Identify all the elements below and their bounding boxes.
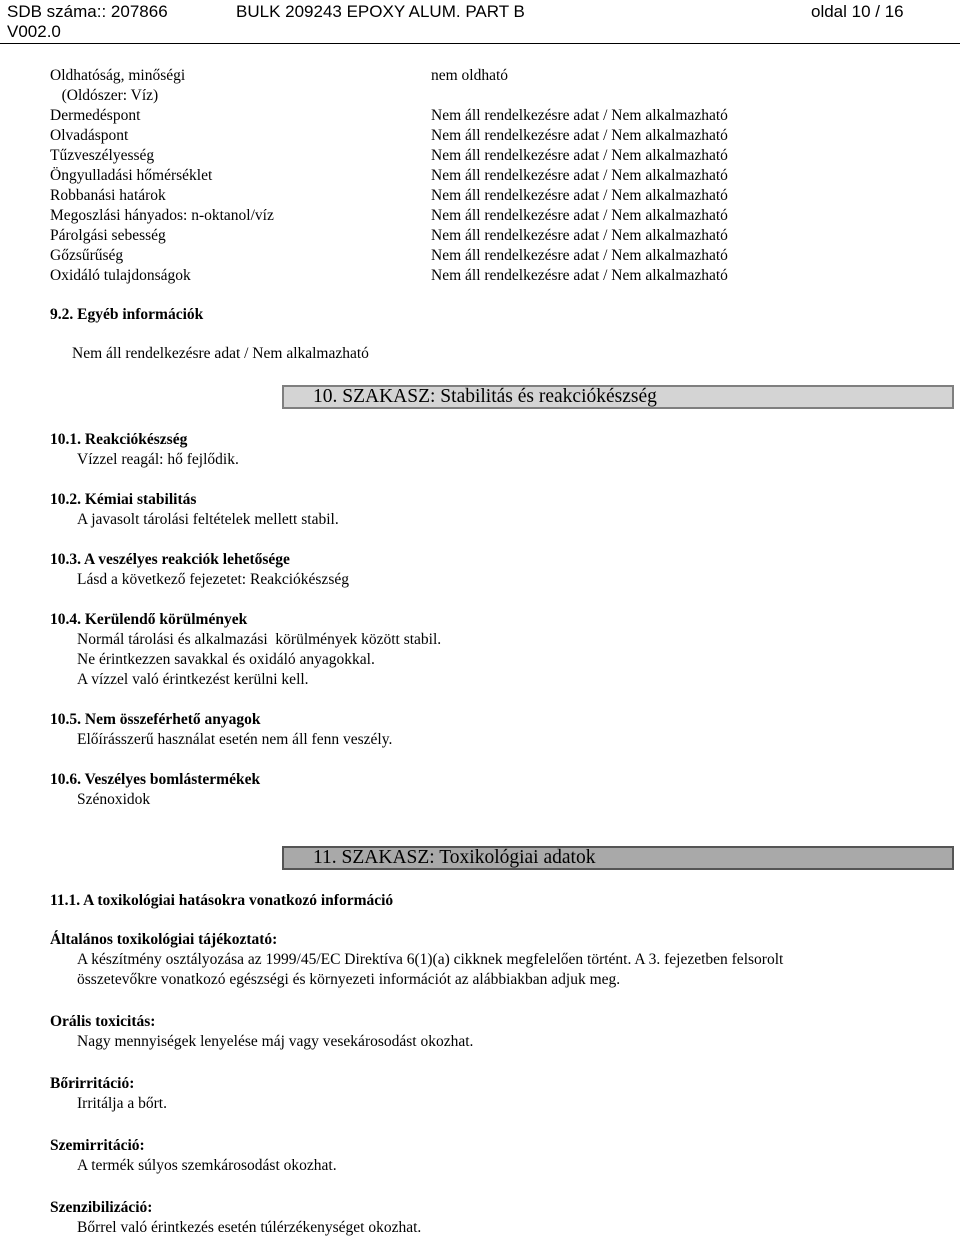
tox-heading: Általános toxikológiai tájékoztató: bbox=[50, 931, 278, 948]
property-value: Nem áll rendelkezésre adat / Nem alkalmazható bbox=[431, 187, 728, 204]
property-name: Gőzsűrűség bbox=[50, 247, 124, 264]
subsection-heading: 10.2. Kémiai stabilitás bbox=[50, 491, 197, 508]
subsection-heading: 10.4. Kerülendő körülmények bbox=[50, 611, 248, 628]
tox-block bbox=[50, 930, 783, 990]
tox-line: összetevőkre vonatkozó egészségi és környezeti információt az alábbiakban adjuk meg. bbox=[77, 971, 621, 988]
tox-block bbox=[50, 1198, 783, 1238]
subsection-line: Vízzel reagál: hő fejlődik. bbox=[77, 451, 239, 468]
product-name: BULK 209243 EPOXY ALUM. PART B bbox=[236, 2, 525, 21]
property-name: Megoszlási hányados: n-oktanol/víz bbox=[50, 207, 274, 224]
property-value: Nem áll rendelkezésre adat / Nem alkalmazható bbox=[431, 167, 728, 184]
section-11-title: 11. SZAKASZ: Toxikológiai adatok bbox=[313, 847, 596, 868]
property-name: Öngyulladási hőmérséklet bbox=[50, 167, 213, 184]
subsection-line: Normál tárolási és alkalmazási körülmények között stabil. bbox=[77, 631, 442, 648]
property-value: nem oldható bbox=[431, 67, 509, 84]
tox-line: Nagy mennyiségek lenyelése máj vagy vesekárosodást okozhat. bbox=[77, 1033, 474, 1050]
subsection-line: Lásd a következő fejezetet: Reakciókészség bbox=[77, 571, 349, 588]
property-name: Oxidáló tulajdonságok bbox=[50, 267, 191, 284]
property-names bbox=[50, 66, 274, 286]
subsection-heading: 10.6. Veszélyes bomlástermékek bbox=[50, 771, 261, 788]
subsection bbox=[50, 610, 441, 690]
property-value: Nem áll rendelkezésre adat / Nem alkalmazható bbox=[431, 227, 728, 244]
tox-heading: Szemirritáció: bbox=[50, 1137, 145, 1154]
tox-heading: Szenzibilizáció: bbox=[50, 1199, 153, 1216]
s9-2-heading: 9.2. Egyéb információk bbox=[50, 306, 204, 323]
property-value: Nem áll rendelkezésre adat / Nem alkalmazható bbox=[431, 107, 728, 124]
section-11-body bbox=[50, 930, 783, 1238]
tox-line: Bőrrel való érintkezés esetén túlérzékenységet okozhat. bbox=[77, 1219, 422, 1236]
subsection-heading: 10.3. A veszélyes reakciók lehetősége bbox=[50, 551, 290, 568]
tox-heading: Orális toxicitás: bbox=[50, 1013, 156, 1030]
property-name: Tűzveszélyesség bbox=[50, 147, 155, 164]
subsection-heading: 10.1. Reakciókészség bbox=[50, 431, 188, 448]
subsection-line: Előírásszerű használat esetén nem áll fenn veszély. bbox=[77, 731, 393, 748]
subsection bbox=[50, 770, 441, 810]
tox-line: Irritálja a bőrt. bbox=[77, 1095, 167, 1112]
tox-line: A készítmény osztályozása az 1999/45/EC Direktíva 6(1)(a) cikknek megfelelően történt. A 3. fejezetben felsorolt bbox=[77, 951, 784, 968]
property-value: Nem áll rendelkezésre adat / Nem alkalmazható bbox=[431, 207, 728, 224]
s11-1-heading: 11.1. A toxikológiai hatásokra vonatkozó információ bbox=[50, 892, 394, 909]
property-value bbox=[431, 86, 728, 106]
property-name: Párolgási sebesség bbox=[50, 227, 166, 244]
version: V002.0 bbox=[7, 22, 61, 41]
property-value: Nem áll rendelkezésre adat / Nem alkalmazható bbox=[431, 247, 728, 264]
header-divider bbox=[0, 43, 960, 44]
property-name: (Oldószer: Víz) bbox=[50, 87, 159, 104]
tox-block bbox=[50, 1136, 783, 1176]
subsection-line: A vízzel való érintkezést kerülni kell. bbox=[77, 671, 309, 688]
property-name: Olvadáspont bbox=[50, 127, 129, 144]
property-name: Oldhatóság, minőségi bbox=[50, 67, 186, 84]
subsection bbox=[50, 550, 441, 590]
property-value: Nem áll rendelkezésre adat / Nem alkalmazható bbox=[431, 267, 728, 284]
tox-heading: Bőrirritáció: bbox=[50, 1075, 135, 1092]
property-value: Nem áll rendelkezésre adat / Nem alkalmazható bbox=[431, 127, 728, 144]
tox-block bbox=[50, 1074, 783, 1114]
section-10-body bbox=[50, 430, 441, 810]
sdb-number: SDB száma:: 207866 bbox=[7, 2, 168, 21]
subsection-heading: 10.5. Nem összeférhető anyagok bbox=[50, 711, 261, 728]
subsection-line: A javasolt tárolási feltételek mellett stabil. bbox=[77, 511, 339, 528]
property-value: Nem áll rendelkezésre adat / Nem alkalmazható bbox=[431, 147, 728, 164]
page-number: oldal 10 / 16 bbox=[811, 2, 904, 21]
subsection bbox=[50, 430, 441, 470]
property-name: Robbanási határok bbox=[50, 187, 166, 204]
subsection-line: Szénoxidok bbox=[77, 791, 151, 808]
subsection bbox=[50, 490, 441, 530]
tox-block bbox=[50, 1012, 783, 1052]
section-10-title: 10. SZAKASZ: Stabilitás és reakciókészség bbox=[313, 386, 657, 407]
property-name: Dermedéspont bbox=[50, 107, 141, 124]
s9-2-text: Nem áll rendelkezésre adat / Nem alkalmazható bbox=[72, 345, 369, 362]
subsection-line: Ne érintkezzen savakkal és oxidáló anyagokkal. bbox=[77, 651, 375, 668]
subsection bbox=[50, 710, 441, 750]
tox-line: A termék súlyos szemkárosodást okozhat. bbox=[77, 1157, 337, 1174]
property-values bbox=[431, 66, 728, 286]
